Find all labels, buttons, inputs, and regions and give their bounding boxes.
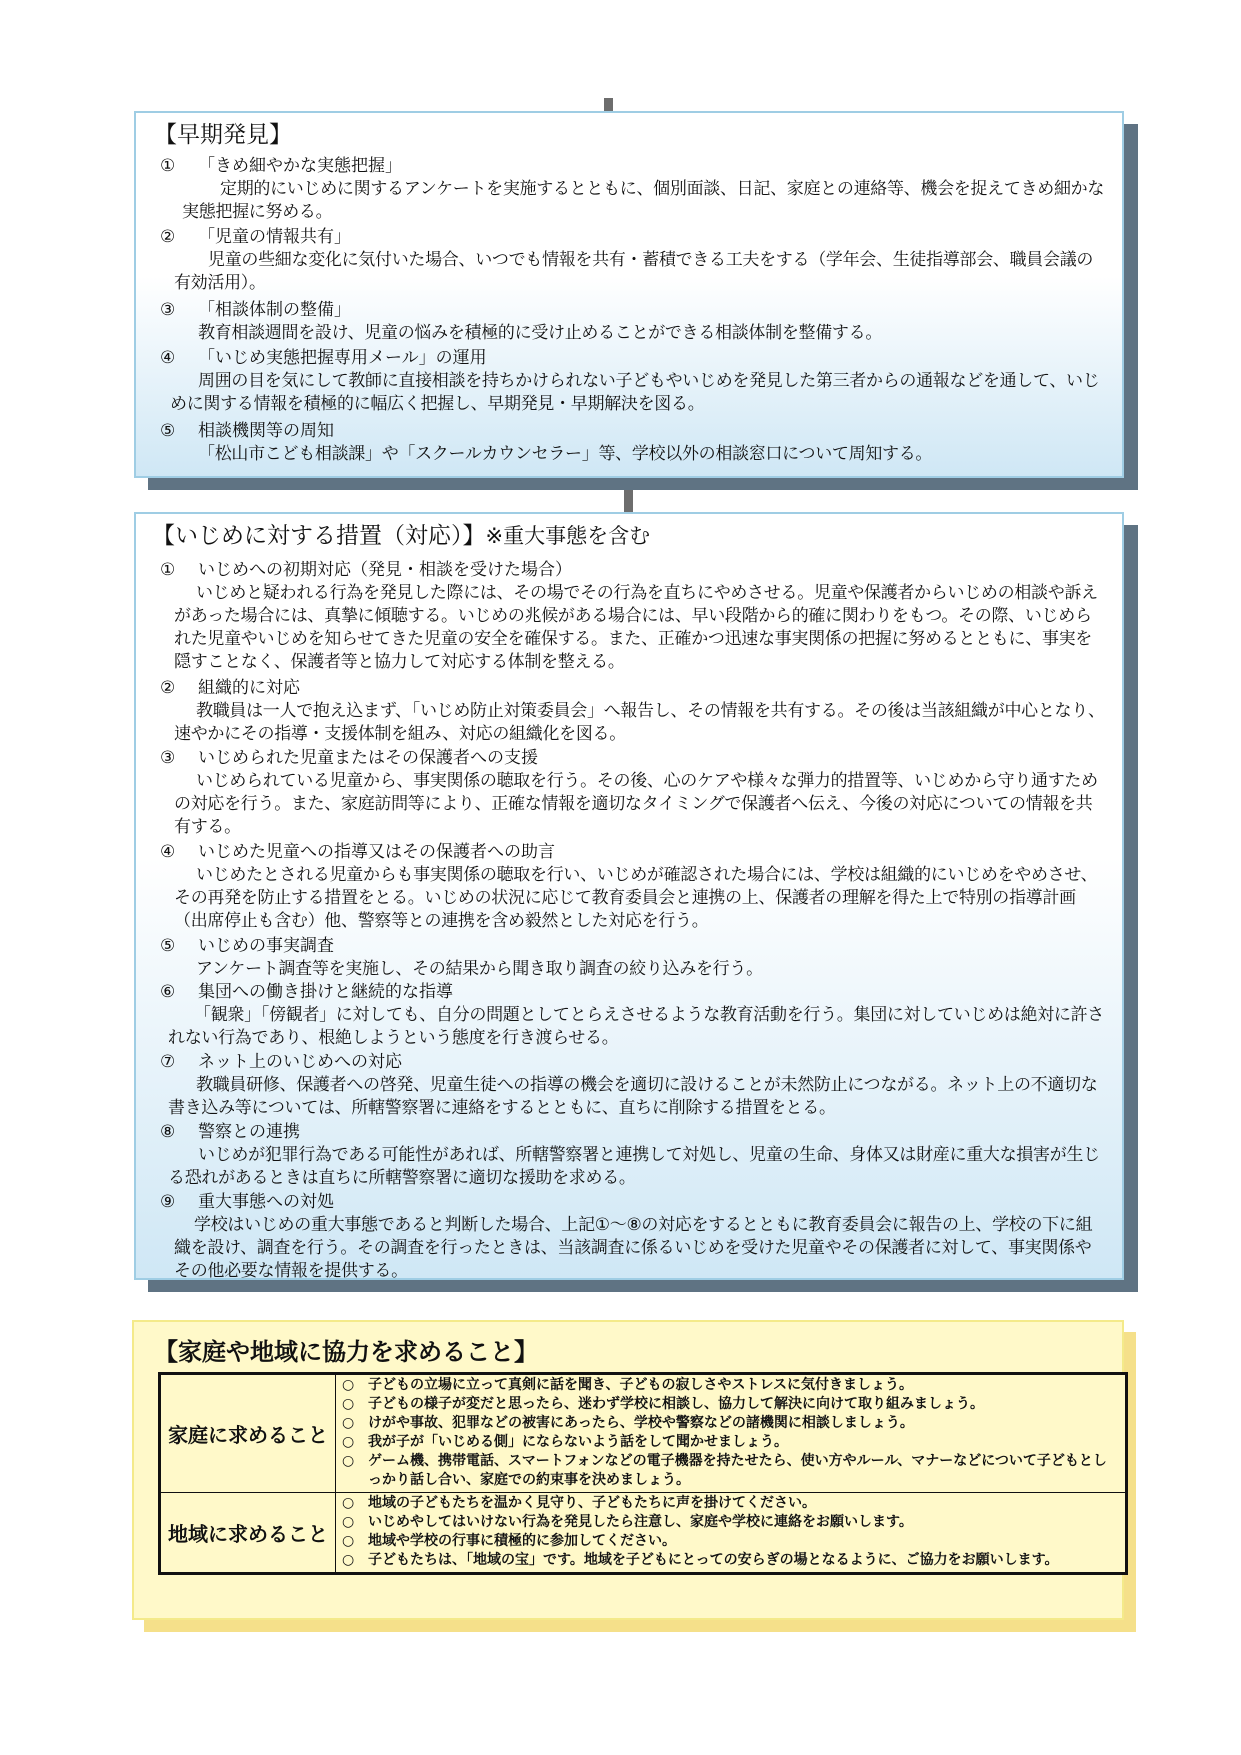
item-body: いじめと疑われる行為を発見した際には、その場でその行為を直ちにやめさせる。児童や保護者からいじめの相談や訴えがあった場合には、真摯に傾聴する。いじめの兆候がある場合には、早い段階から的確に関わりをもつ。その際、いじめられた児童やいじめを知らせてきた児童の安全を確保する。また、正確かつ迅速な事実関係の把握に努めるとともに、事実を隠すことなく、保護者等と協力して対応する体制を整える。 — [174, 583, 1098, 672]
item-number: ⑤ — [160, 421, 176, 441]
measures-panel — [134, 512, 1124, 1280]
item-body: いじめたとされる児童からも事実関係の聴取を行い、いじめが確認された場合には、学校は組織的にいじめをやめさせ、その再発を防止する措置をとる。いじめの状況に応じて教育委員会と連携の上、保護者の理解を得た上で特別の指導計画（出席停止も含む）他、警察等との連携を含め毅然とした対応を行う。 — [174, 865, 1098, 931]
item-heading: いじめた児童への指導又はその保護者への助言 — [198, 842, 555, 862]
item-number: ③ — [160, 748, 176, 768]
connector-top — [604, 98, 613, 112]
item-number: ⑤ — [160, 936, 176, 956]
measures-subtitle: ※重大事態を含む — [485, 524, 651, 548]
cooperation-title: 【家庭や地域に協力を求めること】 — [154, 1338, 538, 1366]
item-number: ⑦ — [160, 1052, 176, 1072]
circle-marker: ○ — [342, 1495, 355, 1511]
measure-item-2 — [160, 677, 1108, 746]
item-heading: ネット上のいじめへの対応 — [198, 1052, 402, 1072]
item-number: ④ — [160, 842, 176, 862]
item-body: 周囲の目を気にして教師に直接相談を持ちかけられない子どもやいじめを発見した第三者からの通報などを通して、いじめに関する情報を積極的に幅広く把握し、早期発見・早期解決を図る。 — [170, 371, 1100, 414]
item-heading: 集団への働き掛けと継続的な指導 — [198, 982, 453, 1002]
item-body: 教育相談週間を設け、児童の悩みを積極的に受け止めることができる相談体制を整備する。 — [198, 323, 883, 343]
item-number: ① — [160, 156, 176, 176]
item-number: ⑥ — [160, 982, 176, 1002]
list-item: ○ 我が子が「いじめる側」にならないよう話をして聞かせましょう。 — [342, 1434, 788, 1450]
community-label: 地域に求めること — [160, 1493, 336, 1574]
early-item-5 — [160, 420, 1108, 466]
circle-marker: ○ — [342, 1552, 355, 1568]
item-body: 教職員研修、保護者への啓発、児童生徒への指導の機会を適切に設けることが未然防止につながる。ネット上の不適切な書き込み等については、所轄警察署に連絡をするとともに、直ちに削除する措置をとる。 — [168, 1075, 1098, 1118]
item-body: 定期的にいじめに関するアンケートを実施するとともに、個別面談、日記、家庭との連絡等、機会を捉えてきめ細かな実態把握に努める。 — [182, 179, 1105, 222]
measures-title-row — [152, 522, 650, 550]
item-number: ⑨ — [160, 1192, 176, 1212]
circle-marker: ○ — [342, 1396, 355, 1412]
list-item: ○ 子どもの様子が変だと思ったら、迷わず学校に相談し、協力して解決に向けて取り組みましょう。 — [342, 1396, 984, 1412]
measures-title: 【いじめに対する措置（対応）】 — [152, 523, 486, 549]
list-item: ○ ゲーム機、携帯電話、スマートフォンなどの電子機器を持たせたら、使い方やルール、マナーなどについて子どもとしっかり話し合い、家庭での約束事を決めましょう。 — [342, 1453, 1107, 1488]
table-row-family — [160, 1374, 1127, 1493]
early-item-1 — [160, 155, 1108, 224]
circle-marker: ○ — [342, 1377, 355, 1393]
item-heading: 相談機関等の周知 — [198, 421, 334, 441]
item-heading: いじめへの初期対応（発見・相談を受けた場合） — [198, 560, 572, 580]
measure-item-8 — [160, 1121, 1108, 1190]
item-heading: 重大事態への対処 — [198, 1192, 334, 1212]
family-items — [336, 1374, 1127, 1493]
item-heading: 組織的に対応 — [198, 678, 300, 698]
measure-item-7 — [160, 1051, 1108, 1120]
circle-marker: ○ — [342, 1415, 355, 1431]
circle-marker: ○ — [342, 1514, 355, 1530]
item-body: いじめられている児童から、事実関係の聴取を行う。その後、心のケアや様々な弾力的措置等、いじめから守り通すための対応を行う。また、家庭訪問等により、正確な情報を適切なタイミングで保護者へ伝え、今後の対応についての情報を共有する。 — [174, 771, 1098, 837]
item-number: ② — [160, 227, 176, 247]
circle-marker: ○ — [342, 1533, 355, 1549]
item-number: ② — [160, 678, 176, 698]
list-item: ○ 子どもの立場に立って真剣に話を聞き、子どもの寂しさやストレスに気付きましょう。 — [342, 1377, 914, 1393]
item-number: ④ — [160, 348, 176, 368]
list-item: ○ けがや事故、犯罪などの被害にあったら、学校や警察などの諸機関に相談しましょう。 — [342, 1415, 914, 1431]
item-heading: いじめられた児童またはその保護者への支援 — [198, 748, 538, 768]
item-heading: いじめの事実調査 — [198, 936, 334, 956]
table-row-community — [160, 1493, 1127, 1574]
measure-item-5 — [160, 935, 1108, 981]
item-heading: 「いじめ実態把握専用メール」の運用 — [198, 348, 487, 368]
measure-item-4 — [160, 841, 1108, 933]
circle-marker: ○ — [342, 1434, 355, 1450]
circle-marker: ○ — [342, 1453, 355, 1469]
list-item: ○ いじめやしてはいけない行為を発見したら注意し、家庭や学校に連絡をお願いします。 — [342, 1514, 913, 1530]
early-detection-title: 【早期発見】 — [154, 122, 292, 148]
item-number: ③ — [160, 300, 176, 320]
item-body: 教職員は一人で抱え込まず、「いじめ防止対策委員会」へ報告し、その情報を共有する。その後は当該組織が中心となり、速やかにその指導・支援体制を組み、対応の組織化を図る。 — [174, 701, 1105, 744]
item-number: ⑧ — [160, 1122, 176, 1142]
list-item: ○ 地域や学校の行事に積極的に参加してください。 — [342, 1533, 676, 1549]
early-detection-panel — [134, 111, 1124, 478]
item-body: 学校はいじめの重大事態であると判断した場合、上記①～⑧の対応をするとともに教育委員会に報告の上、学校の下に組織を設け、調査を行う。その調査を行ったときは、当該調査に係るいじめを受けた児童やその保護者に対して、事実関係やその他必要な情報を提供する。 — [174, 1215, 1093, 1281]
item-body: 「観衆」「傍観者」に対しても、自分の問題としてとらえさせるような教育活動を行う。集団に対していじめは絶対に許されない行為であり、根絶しようという態度を行き渡らせる。 — [168, 1005, 1104, 1048]
item-heading: 「きめ細やかな実態把握」 — [198, 156, 402, 176]
list-item: ○ 子どもたちは、「地域の宝」です。地域を子どもにとっての安らぎの場となるように、ご協力をお願いします。 — [342, 1552, 1059, 1568]
item-body: アンケート調査等を実施し、その結果から聞き取り調査の絞り込みを行う。 — [196, 959, 763, 979]
cooperation-panel — [132, 1320, 1124, 1620]
item-heading: 「相談体制の整備」 — [198, 300, 351, 320]
measure-item-6 — [160, 981, 1108, 1050]
item-heading: 警察との連携 — [198, 1122, 300, 1142]
measure-item-9 — [160, 1191, 1108, 1283]
measure-item-3 — [160, 747, 1108, 839]
item-body: 児童の些細な変化に気付いた場合、いつでも情報を共有・蓄積できる工夫をする（学年会、生徒指導部会、職員会議の有効活用）。 — [174, 250, 1094, 293]
early-item-3 — [160, 299, 1108, 345]
list-item: ○ 地域の子どもたちを温かく見守り、子どもたちに声を掛けてください。 — [342, 1495, 816, 1511]
early-item-4 — [160, 347, 1108, 416]
cooperation-table — [158, 1372, 1128, 1575]
item-number: ① — [160, 560, 176, 580]
measure-item-1 — [160, 559, 1108, 674]
community-items — [336, 1493, 1127, 1574]
early-item-2 — [160, 226, 1108, 295]
family-label: 家庭に求めること — [160, 1374, 336, 1493]
item-heading: 「児童の情報共有」 — [198, 227, 351, 247]
item-body: 「松山市こども相談課」や「スクールカウンセラー」等、学校以外の相談窓口について周知する。 — [198, 444, 933, 464]
item-body: いじめが犯罪行為である可能性があれば、所轄警察署と連携して対処し、児童の生命、身体又は財産に重大な損害が生じる恐れがあるときは直ちに所轄警察署に適切な援助を求める。 — [168, 1145, 1100, 1188]
